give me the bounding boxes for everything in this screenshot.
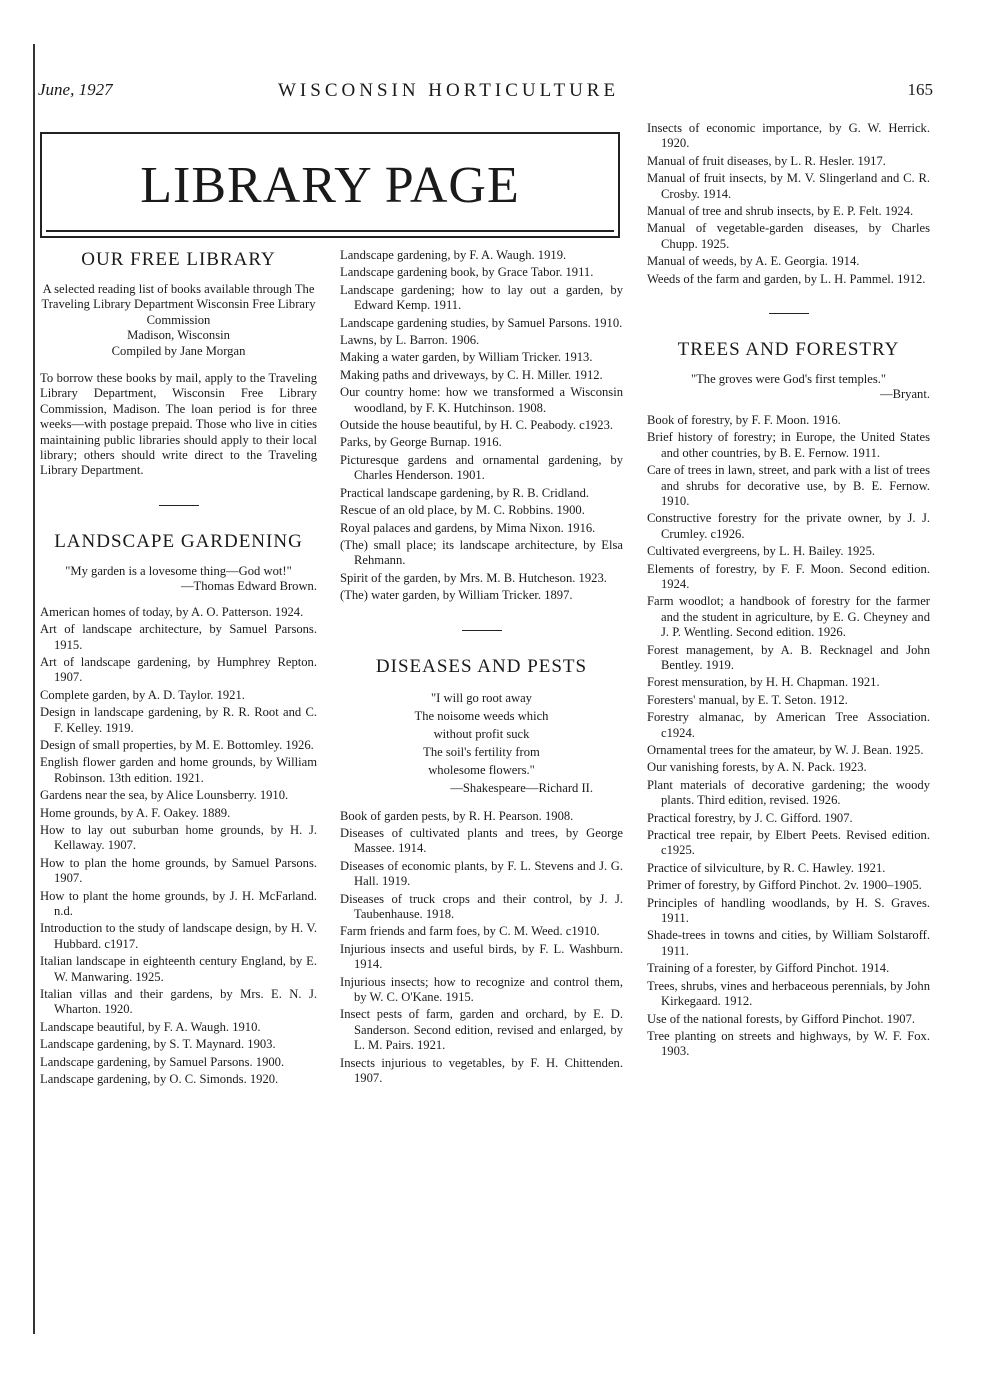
free-library-place: Madison, Wisconsin <box>127 328 230 343</box>
list-item: (The) water garden, by William Tricker. 1897. <box>340 588 573 603</box>
list-item: Making paths and driveways, by C. H. Miller. 1912. <box>340 367 603 382</box>
trees-quote-author: —Bryant. <box>879 387 930 402</box>
poem-line: wholesome flowers." <box>428 762 535 777</box>
list-item: Landscape gardening book, by Grace Tabor. 1911. <box>340 265 594 280</box>
column-right <box>647 121 930 1062</box>
list-item: Our vanishing forests, by A. N. Pack. 1923. <box>647 760 867 775</box>
list-item: Home grounds, by A. F. Oakey. 1889. <box>40 805 231 820</box>
list-item: Lawns, by L. Barron. 1906. <box>340 333 480 348</box>
list-item: Forestry almanac, by American Tree Association. c1924. <box>647 710 930 740</box>
landscape-heading: LANDSCAPE GARDENING <box>54 530 303 552</box>
section-divider <box>462 630 502 631</box>
list-item: Insects injurious to vegetables, by F. H. Chittenden. 1907. <box>340 1055 623 1086</box>
free-library-compiler: Compiled by Jane Morgan <box>111 343 246 358</box>
list-item: Practical landscape gardening, by R. B. Cridland. <box>340 485 590 500</box>
landscape-quote-author: —Thomas Edward Brown. <box>180 579 317 594</box>
issue-date: June, 1927 <box>38 80 113 99</box>
list-item: Manual of weeds, by A. E. Georgia. 1914. <box>647 254 860 269</box>
list-item: Landscape gardening, by F. A. Waugh. 1919. <box>340 248 567 262</box>
list-item: Primer of forestry, by Gifford Pinchot. 2v. 1900–1905. <box>647 878 922 893</box>
list-item: Rescue of an old place, by M. C. Robbins. 1900. <box>340 503 585 518</box>
list-item: Landscape gardening, by Samuel Parsons. 1900. <box>40 1054 285 1069</box>
list-item: Our country home: how we transformed a Wisconsin woodland, by F. K. Hutchinson. 1908. <box>340 385 623 415</box>
list-item: Weeds of the farm and garden, by L. H. Pammel. 1912. <box>647 271 926 286</box>
list-item: Tree planting on streets and highways, by W. F. Fox. 1903. <box>647 1028 930 1059</box>
list-item: Practical forestry, by J. C. Gifford. 1907. <box>647 810 853 825</box>
list-item: Landscape beautiful, by F. A. Waugh. 1910. <box>40 1019 261 1034</box>
trees-heading: TREES AND FORESTRY <box>677 339 900 361</box>
list-item: Insect pests of farm, garden and orchard, by E. D. Sanderson. Second edition, revised and enlarged, by L. M. Pairs. 1921. <box>340 1007 623 1053</box>
trees-list <box>647 413 930 1060</box>
list-item: Landscape gardening, by O. C. Simonds. 1920. <box>40 1072 279 1087</box>
list-item: Manual of fruit diseases, by L. R. Hesler. 1917. <box>647 153 886 168</box>
list-item: Forest management, by A. B. Recknagel and John Bentley. 1919. <box>647 642 930 672</box>
list-item: Injurious insects; how to recognize and control them, by W. C. O'Kane. 1915. <box>340 974 623 1004</box>
list-item: Diseases of truck crops and their control, by J. J. Taubenhause. 1918. <box>340 891 623 921</box>
list-item: Elements of forestry, by F. F. Moon. Second edition. 1924. <box>647 561 930 591</box>
list-item: Landscape gardening studies, by Samuel Parsons. 1910. <box>340 315 623 330</box>
list-item: Forest mensuration, by H. H. Chapman. 1921. <box>647 675 880 690</box>
poem-author: —Shakespeare—Richard II. <box>450 780 593 795</box>
free-library-intro: A selected reading list of books available through The Traveling Library Department Wisconsin Free Library Commission <box>41 282 316 327</box>
column-left <box>40 248 317 1089</box>
list-item: Principles of handling woodlands, by H. S. Graves. 1911. <box>647 895 930 926</box>
list-item: Complete garden, by A. D. Taylor. 1921. <box>40 687 245 702</box>
list-item: Gardens near the sea, by Alice Lounsberry. 1910. <box>40 788 289 803</box>
list-item: Royal palaces and gardens, by Mima Nixon. 1916. <box>340 520 596 535</box>
list-item: Landscape gardening, by S. T. Maynard. 1903. <box>40 1037 276 1052</box>
list-item: Manual of vegetable-garden diseases, by Charles Chupp. 1925. <box>647 221 930 251</box>
landscape-quote: "My garden is a lovesome thing—God wot!" <box>65 563 292 578</box>
list-item: Use of the national forests, by Gifford Pinchot. 1907. <box>647 1011 916 1026</box>
list-item: Farm friends and farm foes, by C. M. Weed. c1910. <box>340 924 600 939</box>
list-item: Foresters' manual, by E. T. Seton. 1912. <box>647 692 848 707</box>
list-item: Manual of tree and shrub insects, by E. P. Felt. 1924. <box>647 204 914 219</box>
list-item: Plant materials of decorative gardening; the woody plants. Third edition, revised. 1926. <box>647 777 930 808</box>
list-item: Training of a forester, by Gifford Pinchot. 1914. <box>647 961 890 976</box>
list-item: Design in landscape gardening, by R. R. Root and C. F. Kelley. 1919. <box>40 705 317 735</box>
journal-title: WISCONSIN HORTICULTURE <box>278 80 620 101</box>
list-item: Practical tree repair, by Elbert Peets. Revised edition. c1925. <box>647 828 930 858</box>
list-item: Cultivated evergreens, by L. H. Bailey. 1925. <box>647 544 876 559</box>
list-item: Design of small properties, by M. E. Bottomley. 1926. <box>40 737 314 752</box>
list-item: Diseases of cultivated plants and trees, by George Massee. 1914. <box>340 825 623 856</box>
list-item: Art of landscape architecture, by Samuel Parsons. 1915. <box>40 622 317 652</box>
list-item: Introduction to the study of landscape design, by H. V. Hubbard. c1917. <box>40 921 317 951</box>
list-item: Injurious insects and useful birds, by F. L. Washburn. 1914. <box>340 941 623 972</box>
poem-line: The noisome weeds which <box>414 708 549 723</box>
list-item: Parks, by George Burnap. 1916. <box>340 435 502 450</box>
trees-quote: "The groves were God's first temples." <box>690 372 887 387</box>
list-item: Insects of economic importance, by G. W. Herrick. 1920. <box>647 121 930 151</box>
list-item: Outside the house beautiful, by H. C. Peabody. c1923. <box>340 418 614 433</box>
landscape-list-b <box>340 248 623 604</box>
poem-line: without profit suck <box>433 726 530 741</box>
column-middle <box>340 248 623 1088</box>
list-item: Picturesque gardens and ornamental gardening, by Charles Henderson. 1901. <box>340 452 623 483</box>
banner-rule <box>46 230 614 232</box>
list-item: Constructive forestry for the private owner, by J. J. Crumley. c1926. <box>647 511 930 541</box>
list-item: Brief history of forestry; in Europe, the United States and other countries, by B. E. Fernow. 1911. <box>647 430 930 460</box>
list-item: Care of trees in lawn, street, and park with a list of trees and shrubs for decorative use, by B. E. Fernow. 1910. <box>647 463 930 508</box>
list-item: Spirit of the garden, by Mrs. M. B. Hutcheson. 1923. <box>340 570 607 585</box>
section-divider <box>159 505 199 506</box>
list-item: Italian landscape in eighteenth century England, by E. W. Manwaring. 1925. <box>40 954 317 984</box>
list-item: American homes of today, by A. O. Patterson. 1924. <box>40 604 304 619</box>
list-item: Ornamental trees for the amateur, by W. J. Bean. 1925. <box>647 743 924 757</box>
list-item: (The) small place; its landscape architecture, by Elsa Rehmann. <box>340 537 623 568</box>
poem-line: The soil's fertility from <box>423 744 540 759</box>
list-item: Farm woodlot; a handbook of forestry for the farmer and the student in agriculture, by E. G. Cheyney and J. P. Wentling. Second edition. 1926. <box>647 594 930 640</box>
free-library-heading: OUR FREE LIBRARY <box>81 249 276 270</box>
page-number: 165 <box>907 80 933 99</box>
list-item: How to plant the home grounds, by J. H. McFarland. n.d. <box>40 888 317 918</box>
banner-title: LIBRARY PAGE <box>140 157 520 214</box>
list-item: How to plan the home grounds, by Samuel Parsons. 1907. <box>40 855 317 886</box>
free-library-body: To borrow these books by mail, apply to the Traveling Library Department, Wisconsin Free Library Commission, Madison. The loan period is for three weeks—with postage prepaid. Those who live in cities maintaining public libraries should apply to their local library; others should write direct to the Traveling Library Department. <box>40 371 317 478</box>
margin-rule <box>33 44 35 1334</box>
diseases-list-a <box>340 809 623 1087</box>
library-page-banner <box>40 132 620 238</box>
list-item: Making a water garden, by William Tricker. 1913. <box>340 350 593 365</box>
diseases-list-b <box>647 121 930 287</box>
landscape-list-a <box>40 605 317 1088</box>
list-item: Practice of silviculture, by R. C. Hawley. 1921. <box>647 860 886 875</box>
list-item: Book of garden pests, by R. H. Pearson. 1908. <box>340 808 574 823</box>
list-item: Italian villas and their gardens, by Mrs. E. N. J. Wharton. 1920. <box>40 987 317 1017</box>
list-item: Shade-trees in towns and cities, by William Solstaroff. 1911. <box>647 928 930 958</box>
list-item: Trees, shrubs, vines and herbaceous perennials, by John Kirkegaard. 1912. <box>647 978 930 1009</box>
diseases-heading: DISEASES AND PESTS <box>375 655 588 677</box>
running-header <box>38 80 933 106</box>
list-item: Diseases of economic plants, by F. L. Stevens and J. G. Hall. 1919. <box>340 858 623 889</box>
list-item: English flower garden and home grounds, by William Robinson. 13th edition. 1921. <box>40 755 317 785</box>
list-item: Book of forestry, by F. F. Moon. 1916. <box>647 412 841 427</box>
list-item: Landscape gardening; how to lay out a garden, by Edward Kemp. 1911. <box>340 282 623 313</box>
list-item: Art of landscape gardening, by Humphrey Repton. 1907. <box>40 654 317 685</box>
poem-line: "I will go root away <box>431 690 532 705</box>
list-item: Manual of fruit insects, by M. V. Slingerland and C. R. Crosby. 1914. <box>647 171 930 201</box>
section-divider <box>769 313 809 314</box>
list-item: How to lay out suburban home grounds, by H. J. Kellaway. 1907. <box>40 822 317 853</box>
